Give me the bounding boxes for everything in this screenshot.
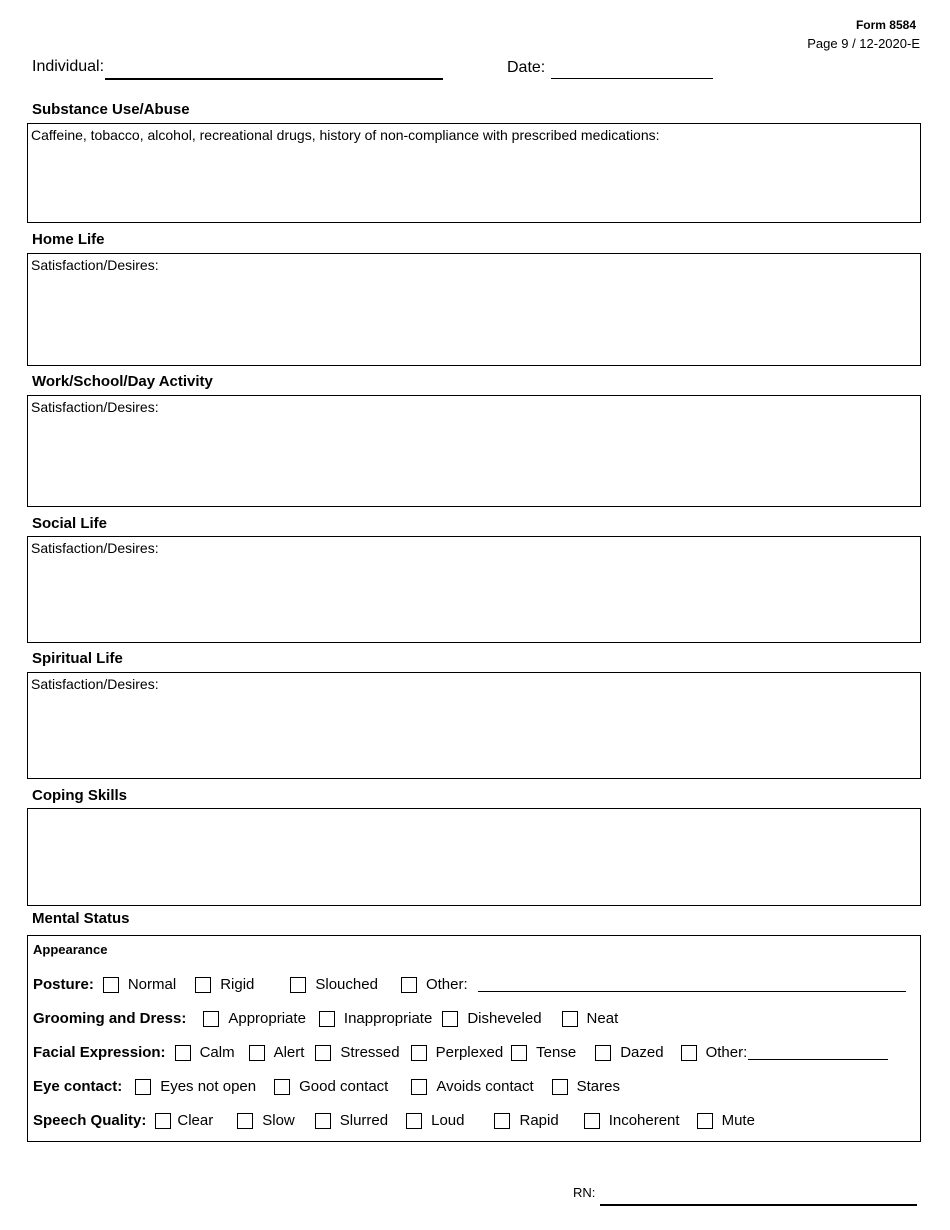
grooming-inappropriate-checkbox[interactable]: [319, 1011, 335, 1027]
date-field[interactable]: [551, 62, 713, 79]
facial-row: [33, 1044, 888, 1061]
posture-other-checkbox[interactable]: [401, 977, 417, 993]
facial-stressed-checkbox[interactable]: [315, 1045, 331, 1061]
rn-label: RN:: [573, 1185, 596, 1200]
page-info: Page 9 / 12-2020-E: [807, 36, 920, 51]
speech-row: [33, 1112, 755, 1129]
facial-dazed-checkbox[interactable]: [595, 1045, 611, 1061]
speech-label: Speech Quality:: [33, 1112, 147, 1129]
facial-perplexed-label: Perplexed: [435, 1044, 504, 1061]
eye-avoids-contact-label: Avoids contact: [436, 1078, 534, 1095]
substance-box[interactable]: [27, 123, 921, 223]
mental-status-box: [27, 935, 921, 1142]
eye-row: [33, 1078, 620, 1095]
eye-stares-checkbox[interactable]: [552, 1079, 568, 1095]
facial-alert-checkbox[interactable]: [249, 1045, 265, 1061]
grooming-disheveled-label: Disheveled: [467, 1010, 542, 1027]
home-prompt: Satisfaction/Desires:: [31, 257, 159, 273]
home-box[interactable]: [27, 253, 921, 366]
facial-label: Facial Expression:: [33, 1044, 166, 1061]
facial-other-field[interactable]: [748, 1045, 888, 1060]
speech-rapid-checkbox[interactable]: [494, 1113, 510, 1129]
appearance-label: Appearance: [33, 942, 108, 957]
work-prompt: Satisfaction/Desires:: [31, 399, 159, 415]
rn-signature-field[interactable]: [600, 1190, 917, 1206]
facial-calm-label: Calm: [199, 1044, 235, 1061]
grooming-label: Grooming and Dress:: [33, 1010, 187, 1027]
posture-slouched-checkbox[interactable]: [290, 977, 306, 993]
speech-loud-label: Loud: [431, 1112, 465, 1129]
eye-avoids-contact-checkbox[interactable]: [411, 1079, 427, 1095]
posture-label: Posture:: [33, 976, 94, 993]
posture-normal-checkbox[interactable]: [103, 977, 119, 993]
facial-tense-label: Tense: [536, 1044, 577, 1061]
coping-box[interactable]: [27, 808, 921, 906]
facial-alert-label: Alert: [273, 1044, 305, 1061]
social-heading: Social Life: [32, 515, 108, 532]
grooming-appropriate-checkbox[interactable]: [203, 1011, 219, 1027]
grooming-inappropriate-label: Inappropriate: [343, 1010, 433, 1027]
grooming-neat-checkbox[interactable]: [562, 1011, 578, 1027]
posture-rigid-checkbox[interactable]: [195, 977, 211, 993]
facial-perplexed-checkbox[interactable]: [411, 1045, 427, 1061]
home-heading: Home Life: [32, 231, 105, 248]
facial-other-label: Other:: [705, 1044, 748, 1061]
grooming-appropriate-label: Appropriate: [228, 1010, 306, 1027]
eye-good-contact-label: Good contact: [299, 1078, 389, 1095]
speech-mute-label: Mute: [721, 1112, 755, 1129]
individual-field[interactable]: [105, 62, 443, 80]
substance-prompt: Caffeine, tobacco, alcohol, recreational drugs, history of non-compliance with prescribed medications:: [31, 127, 660, 143]
posture-other-label: Other:: [425, 976, 468, 993]
eye-stares-label: Stares: [576, 1078, 620, 1095]
coping-heading: Coping Skills: [32, 787, 128, 804]
form-number: Form 8584: [855, 18, 916, 32]
eye-label: Eye contact:: [33, 1078, 123, 1095]
individual-label: Individual:: [32, 58, 105, 75]
posture-slouched-label: Slouched: [315, 976, 378, 993]
speech-slurred-label: Slurred: [339, 1112, 389, 1129]
eye-not-open-label: Eyes not open: [160, 1078, 257, 1095]
work-box[interactable]: [27, 395, 921, 507]
grooming-row: [33, 1010, 618, 1027]
spiritual-heading: Spiritual Life: [32, 650, 123, 667]
speech-clear-checkbox[interactable]: [155, 1113, 171, 1129]
facial-other-checkbox[interactable]: [681, 1045, 697, 1061]
mental-status-heading: Mental Status: [32, 910, 130, 927]
facial-calm-checkbox[interactable]: [175, 1045, 191, 1061]
date-label: Date:: [507, 59, 546, 76]
substance-heading: Substance Use/Abuse: [32, 101, 190, 118]
facial-dazed-label: Dazed: [620, 1044, 664, 1061]
grooming-neat-label: Neat: [586, 1010, 619, 1027]
posture-normal-label: Normal: [127, 976, 177, 993]
posture-rigid-label: Rigid: [220, 976, 255, 993]
grooming-disheveled-checkbox[interactable]: [442, 1011, 458, 1027]
social-prompt: Satisfaction/Desires:: [31, 540, 159, 556]
eye-good-contact-checkbox[interactable]: [274, 1079, 290, 1095]
posture-other-field[interactable]: [478, 977, 906, 992]
facial-tense-checkbox[interactable]: [511, 1045, 527, 1061]
spiritual-prompt: Satisfaction/Desires:: [31, 676, 159, 692]
speech-slurred-checkbox[interactable]: [315, 1113, 331, 1129]
speech-loud-checkbox[interactable]: [406, 1113, 422, 1129]
speech-rapid-label: Rapid: [519, 1112, 559, 1129]
speech-incoherent-label: Incoherent: [608, 1112, 680, 1129]
social-box[interactable]: [27, 536, 921, 643]
eye-not-open-checkbox[interactable]: [135, 1079, 151, 1095]
posture-row: [33, 976, 906, 993]
speech-slow-label: Slow: [262, 1112, 295, 1129]
work-heading: Work/School/Day Activity: [32, 373, 213, 390]
facial-stressed-label: Stressed: [340, 1044, 400, 1061]
speech-slow-checkbox[interactable]: [237, 1113, 253, 1129]
spiritual-box[interactable]: [27, 672, 921, 779]
speech-clear-label: Clear: [177, 1112, 214, 1129]
speech-mute-checkbox[interactable]: [697, 1113, 713, 1129]
speech-incoherent-checkbox[interactable]: [584, 1113, 600, 1129]
